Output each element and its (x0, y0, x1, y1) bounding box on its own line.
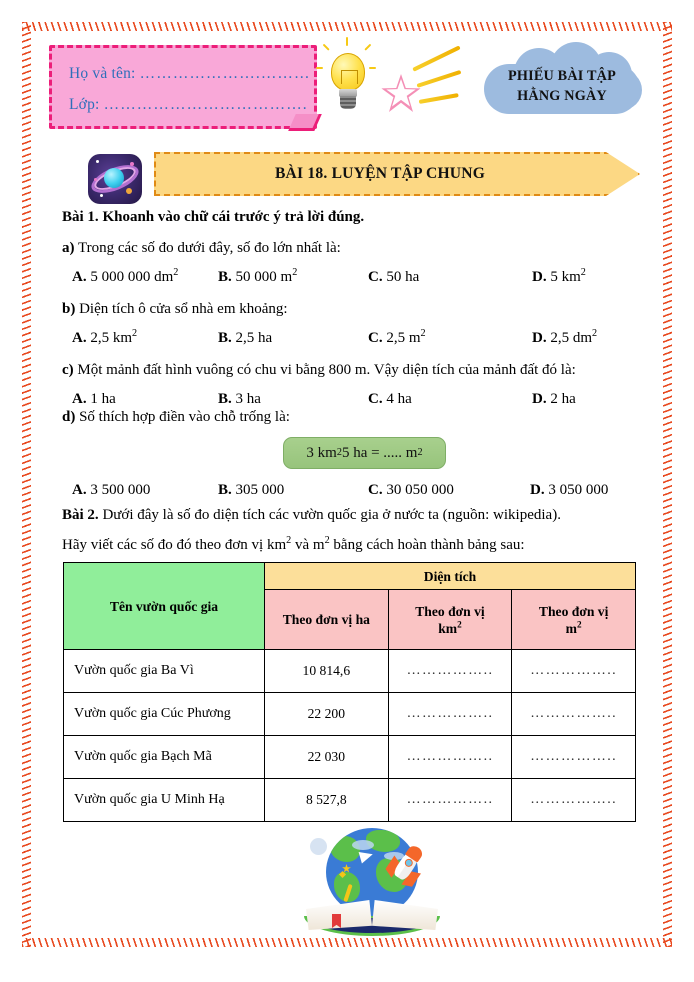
cell-area-ha: 22 200 (265, 693, 389, 736)
globe-with-open-book-icon (304, 828, 440, 936)
national-parks-table (63, 562, 636, 822)
cell-area-km2-blank[interactable]: …………….. (388, 650, 512, 693)
equation-part2: 5 ha = ..... m (341, 444, 418, 461)
exercise2-label: Bài 2. (62, 507, 99, 523)
option-d3[interactable] (368, 482, 454, 499)
exercise2-subtext-part3: bằng cách hoàn thành bảng sau: (329, 537, 525, 553)
option-text: 2,5 km (86, 330, 133, 346)
header-unit-km2-line2: km (438, 620, 458, 636)
bulb-ray (316, 67, 323, 69)
option-b3[interactable] (368, 330, 426, 347)
option-key: D. (532, 391, 547, 407)
cell-area-km2-blank[interactable]: …………….. (388, 779, 512, 822)
header-unit-ha (265, 590, 389, 650)
header-unit-km2-sup: 2 (457, 618, 462, 629)
galaxy-star-dot (94, 178, 97, 181)
bulb-ray (323, 44, 330, 51)
option-text: 30 050 000 (382, 482, 454, 498)
header-unit-ha-line1: Theo đơn vị ha (282, 612, 370, 627)
option-a3[interactable] (368, 269, 419, 286)
frame-left-edge (22, 22, 31, 947)
option-key: D. (532, 269, 547, 285)
cell-area-ha: 8 527,8 (265, 779, 389, 822)
question-d-letter: d) (62, 409, 76, 425)
galaxy-star-dot (96, 160, 99, 163)
option-key: B. (218, 482, 232, 498)
header-unit-m2 (512, 590, 636, 650)
header-unit-m2-line2: m (565, 620, 577, 636)
table-row (64, 650, 636, 693)
paper-plane-icon (359, 848, 375, 863)
table-row (64, 779, 636, 822)
option-b1[interactable] (72, 330, 137, 347)
option-a4[interactable] (532, 269, 586, 286)
option-text: 3 050 000 (544, 482, 609, 498)
header-unit-m2-sup: 2 (577, 618, 582, 629)
frame-top-edge (22, 22, 672, 31)
option-a1[interactable] (72, 269, 178, 286)
table-header-row-1 (64, 563, 636, 590)
option-key: A. (72, 482, 87, 498)
question-b-prompt (62, 300, 288, 319)
lesson-title-text: BÀI 18. LUYỆN TẬP CHUNG (274, 165, 486, 182)
question-d-options (62, 482, 658, 502)
frame-bottom-edge (22, 938, 672, 947)
question-c-letter: c) (62, 362, 74, 378)
option-key: C. (368, 269, 383, 285)
exercise2-subtext-sup1: 2 (286, 535, 292, 546)
option-d2[interactable] (218, 482, 284, 499)
exercise2-heading-text: Dưới đây là số đo diện tích các vườn quốc gia ở nước ta (nguồn: wikipedia). (98, 507, 561, 523)
question-c-prompt (62, 361, 576, 380)
option-text: 5 000 000 dm (86, 269, 174, 285)
exercise1-heading-text: Khoanh vào chữ cái trước ý trả lời đúng. (98, 209, 365, 225)
class-field[interactable] (69, 96, 308, 114)
header-area-group: Diện tích (265, 563, 636, 590)
exercise2-subtext-part1: Hãy viết các số đo đó theo đơn vị km (62, 537, 287, 553)
galaxy-star-dot (100, 194, 103, 197)
bulb-ray (346, 37, 348, 46)
option-key: A. (72, 391, 87, 407)
option-text: 5 km (546, 269, 581, 285)
lightbulb-icon (317, 39, 379, 127)
header-unit-km2 (388, 590, 512, 650)
option-key: A. (72, 269, 87, 285)
option-text: 3 ha (231, 391, 261, 407)
exercise2-subtext-part2: và m (291, 537, 325, 553)
option-sup: 2 (580, 267, 586, 278)
equation-part1: 3 km (306, 444, 337, 461)
option-text: 50 ha (382, 269, 420, 285)
star-shape (381, 74, 421, 114)
table-row (64, 693, 636, 736)
moon-icon (310, 838, 327, 855)
exercise2-heading (62, 506, 561, 525)
open-book-icon (304, 894, 440, 936)
name-field-blank[interactable]: ………………….……… (139, 65, 311, 82)
cell-area-m2-blank[interactable]: …………….. (512, 779, 636, 822)
header-unit-m2-line1: Theo đơn vị (538, 603, 609, 619)
option-key: D. (532, 330, 547, 346)
star-trail (419, 93, 459, 103)
option-sup: 2 (420, 328, 426, 339)
option-text: 2 ha (546, 391, 576, 407)
frame-right-edge (663, 22, 672, 947)
question-a-prompt (62, 239, 341, 258)
option-key: C. (368, 482, 383, 498)
question-b-options (62, 330, 658, 350)
student-info-box (49, 45, 317, 129)
star-trail (416, 70, 461, 88)
option-key: A. (72, 330, 87, 346)
table-row (64, 736, 636, 779)
bulb-glass (331, 53, 365, 91)
badge-text (474, 66, 650, 106)
question-c-text: Một mảnh đất hình vuông có chu vi bằng 800 m. Vậy diện tích của mảnh đất đó là: (73, 362, 576, 378)
question-a-text: Trong các số đo dưới đây, số đo lớn nhất là: (74, 240, 341, 256)
shooting-star-icon (379, 48, 471, 126)
cell-park-name: Vườn quốc gia Cúc Phương (64, 693, 265, 736)
cell-area-m2-blank[interactable]: …………….. (512, 693, 636, 736)
question-b-text: Diện tích ô cửa sổ nhà em khoảng: (75, 301, 288, 317)
cell-park-name: Vườn quốc gia U Minh Hạ (64, 779, 265, 822)
option-text: 305 000 (231, 482, 285, 498)
exercise1-heading (62, 208, 364, 227)
bulb-base (340, 96, 356, 109)
cell-area-m2-blank[interactable]: …………….. (512, 650, 636, 693)
option-b2[interactable] (218, 330, 272, 347)
option-c1[interactable] (72, 391, 116, 408)
equation-box: 3 km 2 5 ha = ..... m 2 (283, 437, 446, 469)
galaxy-star-dot (130, 162, 134, 166)
badge-line-1: PHIẾU BÀI TẬP (508, 68, 616, 84)
option-key: C. (368, 330, 383, 346)
cell-area-km2-blank[interactable]: …………….. (388, 736, 512, 779)
worksheet-title-badge (474, 38, 650, 134)
option-text: 2,5 m (382, 330, 421, 346)
option-key: B. (218, 269, 232, 285)
option-a2[interactable] (218, 269, 297, 286)
option-text: 2,5 dm (546, 330, 593, 346)
cell-area-km2-blank[interactable]: …………….. (388, 693, 512, 736)
cell-park-name: Vườn quốc gia Ba Vì (64, 650, 265, 693)
exercise1-label: Bài 1. (62, 209, 99, 225)
exercise2-subtext (62, 536, 525, 555)
bulb-ray (369, 67, 376, 69)
option-c2[interactable] (218, 391, 261, 408)
question-d-prompt (62, 408, 290, 427)
class-field-blank[interactable]: ………………………………. (103, 96, 308, 113)
bulb-ray (364, 44, 371, 51)
option-c3[interactable] (368, 391, 412, 408)
galaxy-planet-icon (88, 154, 142, 204)
galaxy-star-dot (126, 188, 132, 194)
option-text: 1 ha (86, 391, 116, 407)
option-text: 2,5 ha (231, 330, 273, 346)
cell-area-m2-blank[interactable]: …………….. (512, 736, 636, 779)
badge-line-2: HẰNG NGÀY (517, 88, 607, 104)
star-trail (412, 45, 460, 71)
option-key: C. (368, 391, 383, 407)
option-text: 4 ha (382, 391, 412, 407)
option-sup: 2 (173, 267, 179, 278)
question-d-text: Số thích hợp điền vào chỗ trống là: (75, 409, 290, 425)
cell-park-name: Vườn quốc gia Bạch Mã (64, 736, 265, 779)
option-sup: 2 (132, 328, 138, 339)
option-text: 50 000 m (231, 269, 293, 285)
option-key: B. (218, 330, 232, 346)
option-sup: 2 (592, 328, 598, 339)
question-a-letter: a) (62, 240, 75, 256)
option-sup: 2 (292, 267, 298, 278)
exercise2-subtext-sup2: 2 (324, 535, 330, 546)
option-key: D. (530, 482, 545, 498)
cell-area-ha: 10 814,6 (265, 650, 389, 693)
option-d4[interactable] (530, 482, 608, 499)
header-unit-km2-line1: Theo đơn vị (415, 603, 485, 619)
option-b4[interactable] (532, 330, 597, 347)
question-a-options (62, 269, 658, 289)
worksheet-sheet (36, 34, 658, 934)
option-text: 3 500 000 (86, 482, 151, 498)
header-park-name: Tên vườn quốc gia (64, 563, 265, 650)
cell-area-ha: 22 030 (265, 736, 389, 779)
question-b-letter: b) (62, 301, 76, 317)
name-field-label: Họ và tên: (69, 65, 136, 82)
option-key: B. (218, 391, 232, 407)
book-page-right (372, 900, 438, 930)
name-field[interactable] (69, 65, 311, 83)
galaxy-planet-core (104, 168, 124, 188)
class-field-label: Lớp: (69, 96, 100, 113)
option-c4[interactable] (532, 391, 576, 408)
option-d1[interactable] (72, 482, 150, 499)
